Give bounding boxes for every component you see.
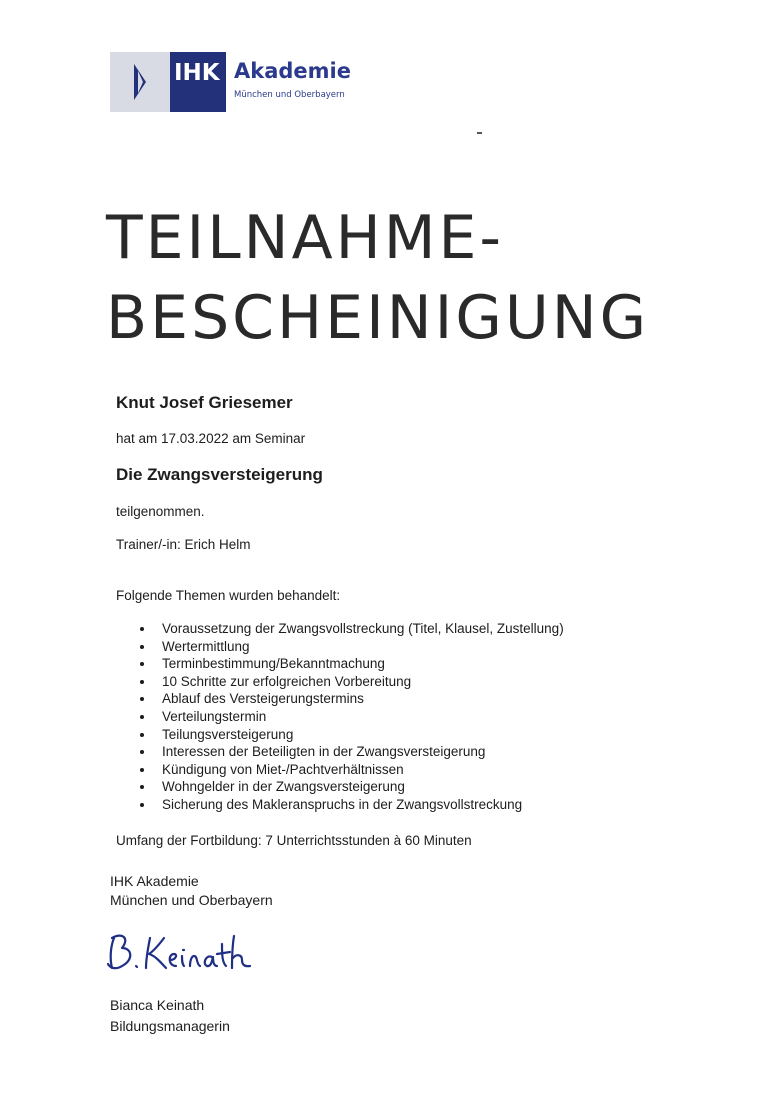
trainer-line: Trainer/-in: Erich Helm xyxy=(116,537,251,552)
signer-role: Bildungsmanagerin xyxy=(110,1018,230,1034)
topics-intro: Folgende Themen wurden behandelt: xyxy=(116,588,341,603)
scan-speck xyxy=(477,132,482,134)
list-item: Voraussetzung der Zwangsvollstreckung (Titel, Klausel, Zustellung) xyxy=(138,620,564,638)
participated-text: teilgenommen. xyxy=(116,504,205,519)
list-item: Ablauf des Versteigerungstermins xyxy=(138,690,564,708)
list-item: Kündigung von Miet-/Pachtverhältnissen xyxy=(138,761,564,779)
participant-name: Knut Josef Griesemer xyxy=(116,393,293,412)
logo-akademie-text: Akademie xyxy=(234,59,351,83)
certificate-title-line2: BESCHEINIGUNG xyxy=(106,283,650,353)
topics-list xyxy=(138,620,564,814)
list-item: Terminbestimmung/Bekanntmachung xyxy=(138,655,564,673)
certificate-title-line1: TEILNAHME- xyxy=(106,203,505,273)
logo-ihk-text: IHK xyxy=(174,60,220,86)
issuer-line1: IHK Akademie xyxy=(110,873,199,889)
list-item: 10 Schritte zur erfolgreichen Vorbereitung xyxy=(138,673,564,691)
list-item: Teilungsversteigerung xyxy=(138,726,564,744)
ihk-akademie-logo xyxy=(110,52,360,112)
logo-arrow-icon xyxy=(110,52,170,112)
logo-mark xyxy=(110,52,226,112)
issuer-line2: München und Oberbayern xyxy=(110,892,273,908)
signature-image xyxy=(104,926,264,978)
seminar-title: Die Zwangsversteigerung xyxy=(116,465,323,484)
date-line: hat am 17.03.2022 am Seminar xyxy=(116,431,306,446)
list-item: Verteilungstermin xyxy=(138,708,564,726)
signer-name: Bianca Keinath xyxy=(110,997,205,1013)
logo-subtitle: München und Oberbayern xyxy=(234,90,345,100)
list-item: Sicherung des Makleranspruchs in der Zwangsvollstreckung xyxy=(138,796,564,814)
list-item: Wohngelder in der Zwangsversteigerung xyxy=(138,778,564,796)
list-item: Wertermittlung xyxy=(138,638,564,656)
course-scope: Umfang der Fortbildung: 7 Unterrichtsstunden à 60 Minuten xyxy=(116,833,472,848)
list-item: Interessen der Beteiligten in der Zwangsversteigerung xyxy=(138,743,564,761)
